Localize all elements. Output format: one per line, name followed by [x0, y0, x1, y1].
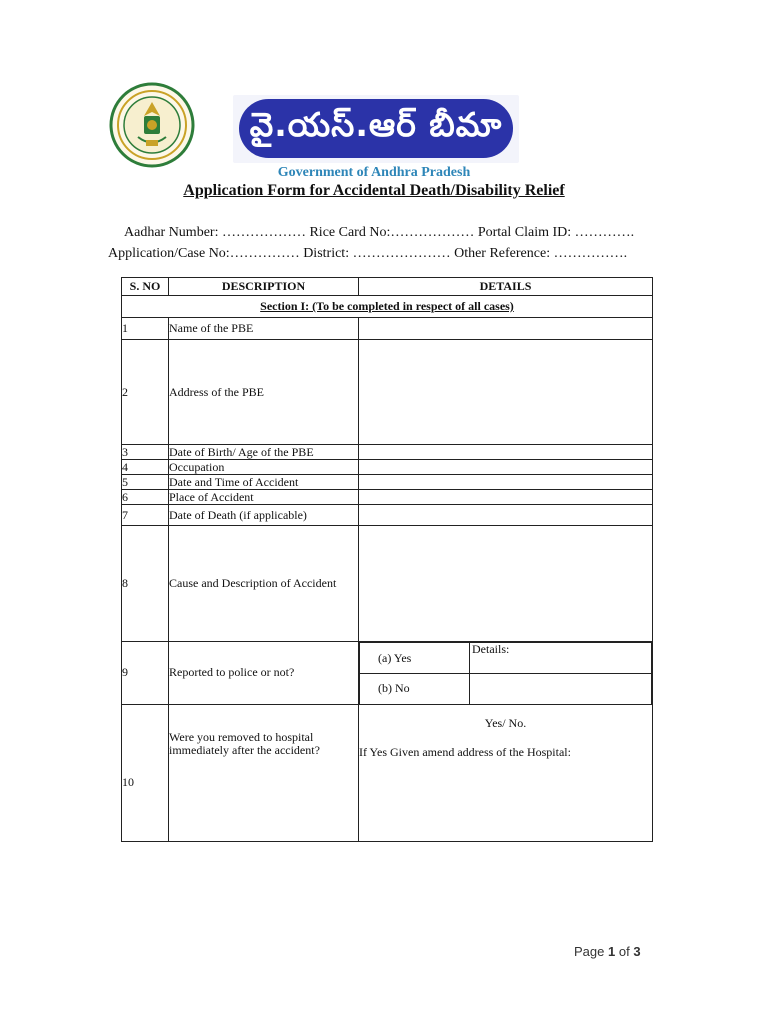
row-number: 7	[122, 505, 169, 526]
row-number: 6	[122, 490, 169, 505]
place-details-field[interactable]	[359, 490, 653, 505]
section-row	[122, 296, 653, 318]
row-number: 10	[122, 704, 169, 841]
name-details-field[interactable]	[359, 318, 653, 340]
row-description: Reported to police or not?	[169, 642, 359, 705]
header-details: DETAILS	[359, 278, 653, 296]
row-description: Address of the PBE	[169, 340, 359, 445]
row-number: 9	[122, 642, 169, 705]
accident-time-details-field[interactable]	[359, 475, 653, 490]
row-number: 3	[122, 445, 169, 460]
option-yes[interactable]: (a) Yes	[360, 643, 470, 674]
hospital-address-label: If Yes Given amend address of the Hospital:	[359, 744, 571, 759]
logo-text: వై.యస్.ఆర్ బీమా	[249, 105, 503, 144]
logo-pill	[239, 99, 513, 158]
reference-line-2: Application/Case No:…………… District: ………………… Other Reference: …………….	[108, 246, 628, 261]
section-title: Section I: (To be completed in respect of all cases)	[122, 296, 653, 318]
table-row	[122, 505, 653, 526]
row-description: Place of Accident	[169, 490, 359, 505]
row-description: Were you removed to hospital immediately after the accident?	[169, 704, 359, 841]
yes-no-text: Yes/ No.	[484, 715, 527, 730]
row-number: 1	[122, 318, 169, 340]
death-date-details-field[interactable]	[359, 505, 653, 526]
row-description: Date and Time of Accident	[169, 475, 359, 490]
row-description: Date of Death (if applicable)	[169, 505, 359, 526]
header-description: DESCRIPTION	[169, 278, 359, 296]
row-description: Occupation	[169, 460, 359, 475]
dob-details-field[interactable]	[359, 445, 653, 460]
page-number: Page 1 of 3	[574, 944, 641, 959]
row-number: 5	[122, 475, 169, 490]
row-number: 4	[122, 460, 169, 475]
ysr-bima-logo	[233, 95, 519, 163]
address-details-field[interactable]	[359, 340, 653, 445]
row-number: 2	[122, 340, 169, 445]
table-header-row	[122, 278, 653, 296]
row-description: Cause and Description of Accident	[169, 526, 359, 642]
row-description: Name of the PBE	[169, 318, 359, 340]
police-details-field[interactable]	[470, 674, 652, 704]
table-row	[122, 475, 653, 490]
cause-details-field[interactable]	[359, 526, 653, 642]
option-no[interactable]: (b) No	[360, 674, 470, 704]
reference-line-1: Aadhar Number: ……………… Rice Card No:……………… Portal Claim ID: ………….	[124, 225, 635, 240]
table-row	[122, 445, 653, 460]
row-number: 8	[122, 526, 169, 642]
police-report-options	[359, 642, 652, 704]
application-form-table	[121, 277, 653, 842]
table-row	[122, 340, 653, 445]
table-row	[122, 642, 653, 705]
police-details-label: Details:	[470, 643, 652, 674]
header-sno: S. NO	[122, 278, 169, 296]
andhra-pradesh-emblem-icon	[108, 82, 196, 168]
occupation-details-field[interactable]	[359, 460, 653, 475]
government-name: Government of Andhra Pradesh	[277, 165, 471, 180]
form-title: Application Form for Accidental Death/Disability Relief	[183, 182, 565, 199]
table-row	[122, 704, 653, 841]
row-description: Date of Birth/ Age of the PBE	[169, 445, 359, 460]
police-report-cell	[359, 642, 653, 705]
table-row	[122, 318, 653, 340]
table-row	[122, 460, 653, 475]
table-row	[122, 526, 653, 642]
table-row	[122, 490, 653, 505]
hospital-details-cell[interactable]	[359, 704, 653, 841]
